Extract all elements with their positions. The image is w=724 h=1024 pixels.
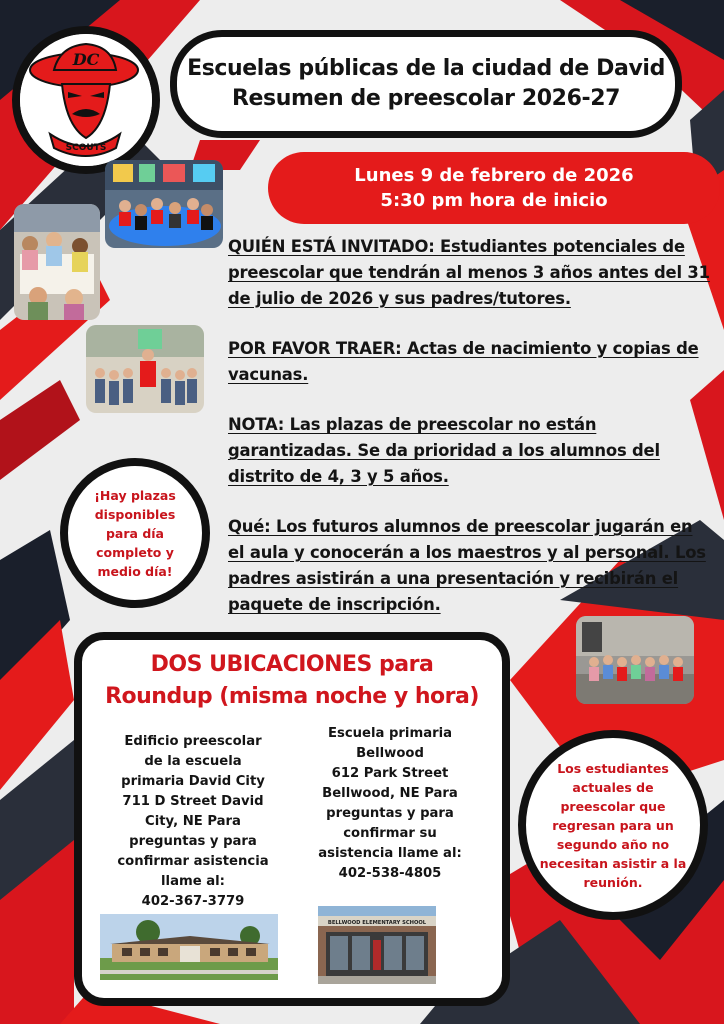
returning-line: regresan para un xyxy=(552,817,674,833)
title-box xyxy=(170,30,682,138)
location-line: City, NE Para xyxy=(145,814,241,829)
location-line: asistencia llame al: xyxy=(318,846,462,861)
david-city-school-photo xyxy=(100,914,278,980)
returning-line: segundo año no xyxy=(556,836,670,852)
location-line: 612 Park Street xyxy=(331,766,449,781)
location-line: Escuela primaria xyxy=(327,726,453,741)
location-line: Bellwood, NE Para xyxy=(322,786,458,801)
classroom-photo-1 xyxy=(105,160,223,248)
school-logo xyxy=(12,26,160,174)
invited-text: QUIÉN ESTÁ INVITADO: Estudiantes potenciales de preescolar que tendrán al menos 3 años antes del 31 de julio de 2026 y sus padres/tutores. xyxy=(228,237,710,308)
location-bellwood xyxy=(300,724,480,884)
location-line: llame al: xyxy=(161,874,225,889)
availability-circle xyxy=(60,458,210,608)
location-line: 711 D Street David xyxy=(122,794,264,809)
what-text: Qué: Los futuros alumnos de preescolar jugarán en el aula y conocerán a los maestros y al personal. Los padres asistirán a una presentación y recibirán el paquete de inscripción. xyxy=(228,517,706,614)
returning-line: necesitan asistir a la xyxy=(539,855,687,871)
location-line: confirmar su xyxy=(343,826,437,841)
location-phone: 402-367-3779 xyxy=(141,894,245,909)
scout-mascot-icon xyxy=(20,34,152,166)
classroom-photo-3 xyxy=(86,325,204,413)
event-time: 5:30 pm hora de inicio xyxy=(380,190,608,211)
location-line: primaria David City xyxy=(121,774,265,789)
title-line-2: Resumen de preescolar 2026-27 xyxy=(231,86,621,111)
location-line: preguntas y para xyxy=(326,806,454,821)
locations-title-1: DOS UBICACIONES para xyxy=(150,652,434,677)
bring-paragraph xyxy=(228,336,710,388)
locations-box xyxy=(74,632,510,1006)
note-paragraph xyxy=(228,412,710,490)
returning-line: preescolar que xyxy=(560,798,666,814)
locations-title-2: Roundup (misma noche y hora) xyxy=(105,684,479,709)
title-line-1: Escuelas públicas de la ciudad de David xyxy=(187,56,665,81)
returning-line: Los estudiantes xyxy=(557,760,669,776)
note-text: NOTA: Las plazas de preescolar no están garantizadas. Se da prioridad a los alumnos del distrito de 4, 3 y 5 años. xyxy=(228,415,660,486)
availability-line: disponibles xyxy=(94,506,176,522)
location-phone: 402-538-4805 xyxy=(338,866,442,881)
invited-paragraph xyxy=(228,234,710,312)
location-line: preguntas y para xyxy=(129,834,257,849)
returning-line: reunión. xyxy=(583,874,643,890)
what-paragraph xyxy=(228,514,710,618)
availability-line: ¡Hay plazas xyxy=(94,487,176,503)
location-line: de la escuela xyxy=(144,754,242,769)
bring-text: POR FAVOR TRAER: Actas de nacimiento y copias de vacunas. xyxy=(228,339,699,384)
event-date: Lunes 9 de febrero de 2026 xyxy=(354,165,634,186)
event-date-box xyxy=(268,152,720,224)
availability-line: para día xyxy=(105,525,164,541)
availability-line: medio día! xyxy=(97,563,173,579)
logo-ribbon-text: SCOUTS xyxy=(65,143,107,153)
classroom-photo-4 xyxy=(576,616,694,704)
classroom-photo-2 xyxy=(14,204,100,320)
location-line: Bellwood xyxy=(356,746,424,761)
bellwood-school-photo xyxy=(318,906,436,984)
location-david-city xyxy=(104,732,282,912)
location-line: Edificio preescolar xyxy=(124,734,262,749)
returning-students-circle xyxy=(518,730,708,920)
returning-line: actuales de xyxy=(572,779,654,795)
school-sign-text: BELLWOOD ELEMENTARY SCHOOL xyxy=(327,920,427,926)
location-line: confirmar asistencia xyxy=(117,854,269,869)
availability-line: completo y xyxy=(96,544,174,560)
logo-initials: DC xyxy=(72,50,100,69)
